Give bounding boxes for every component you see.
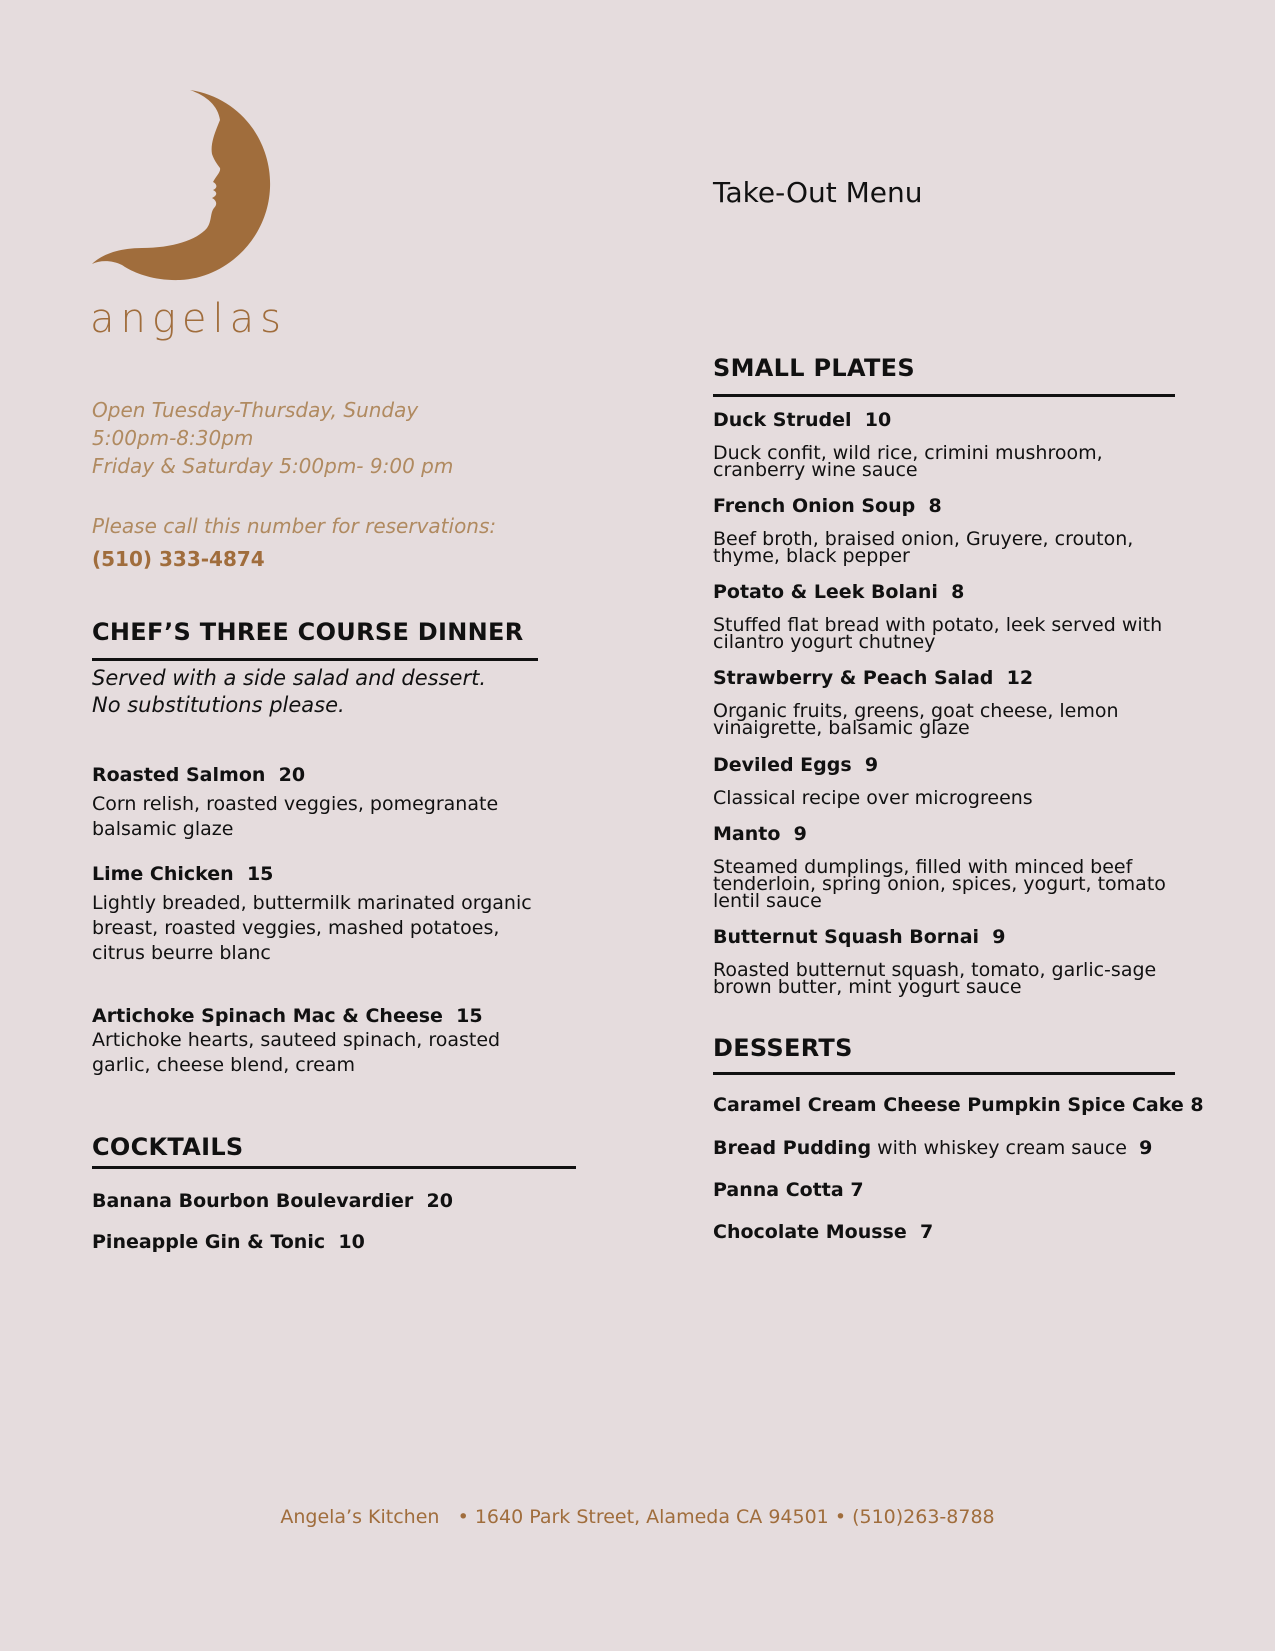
hours-line: Friday & Saturday 5:00pm- 9:00 pm: [92, 454, 454, 478]
item-name: Potato & Leek Bolani: [713, 581, 938, 603]
menu-item: [713, 409, 1213, 479]
item-price: 9: [1139, 1137, 1153, 1159]
item-name: Bread Pudding: [713, 1137, 872, 1159]
item-name: Roasted Salmon: [92, 764, 266, 786]
item-name: Artichoke Spinach Mac & Cheese: [92, 1005, 443, 1027]
section-divider: [713, 394, 1175, 397]
menu-item: [713, 926, 1213, 996]
menu-item: [713, 581, 1213, 651]
menu-item: [92, 1005, 572, 1078]
item-price: 8: [951, 581, 965, 603]
item-description: Corn relish, roasted veggies, pomegranate balsamic glaze: [92, 793, 499, 840]
item-name: Panna Cotta: [713, 1179, 844, 1201]
footer-address: 1640 Park Street, Alameda CA 94501: [474, 1506, 829, 1528]
footer-separator: •: [834, 1506, 847, 1528]
page-title: Take-Out Menu: [713, 176, 923, 209]
item-description: Artichoke hearts, sauteed spinach, roasted garlic, cheese blend, cream: [92, 1029, 501, 1076]
dessert-item: [713, 1221, 933, 1243]
item-price: 9: [864, 754, 879, 776]
item-name: Banana Bourbon Boulevardier: [92, 1190, 414, 1212]
item-price: 15: [456, 1005, 483, 1027]
dessert-item: [713, 1179, 864, 1201]
footer-separator: •: [457, 1506, 469, 1528]
item-price: 8: [1190, 1094, 1204, 1116]
item-description: Stuffed flat bread with potato, leek served with cilantro yogurt chutney: [713, 614, 1163, 653]
item-price: 10: [864, 409, 892, 431]
item-description: Beef broth, braised onion, Gruyere, crouton, thyme, black pepper: [713, 528, 1134, 567]
item-price: 7: [850, 1179, 864, 1201]
section-divider: [92, 1166, 576, 1169]
footer-phone[interactable]: (510)263-8788: [852, 1506, 995, 1528]
cocktail-item: [92, 1231, 365, 1253]
dessert-item: [713, 1094, 1204, 1116]
item-name: Lime Chicken: [92, 863, 234, 885]
chef-dinner-title: CHEF’S THREE COURSE DINNER: [92, 618, 524, 646]
brand-wordmark: angelas: [90, 296, 287, 342]
footer: [0, 1506, 1275, 1528]
small-plates-title: SMALL PLATES: [713, 354, 915, 382]
menu-item: [713, 823, 1213, 910]
opening-hours: [92, 396, 453, 480]
item-price: 8: [928, 495, 942, 517]
item-price: 20: [426, 1190, 453, 1212]
item-name: Pineapple Gin & Tonic: [92, 1231, 326, 1253]
note-line: Served with a side salad and dessert.: [92, 666, 487, 690]
note-line: No substitutions please.: [92, 693, 345, 717]
chef-dinner-note: [92, 665, 486, 719]
item-name: Caramel Cream Cheese Pumpkin Spice Cake: [713, 1094, 1184, 1116]
section-divider: [92, 658, 538, 661]
item-price: 20: [278, 764, 306, 786]
menu-item: [92, 764, 572, 842]
item-description: Duck confit, wild rice, crimini mushroom, cranberry wine sauce: [713, 442, 1103, 481]
section-divider: [713, 1072, 1175, 1075]
menu-item: [713, 495, 1213, 565]
item-name: Butternut Squash Bornai: [713, 926, 980, 948]
item-name: Strawberry & Peach Salad: [713, 667, 994, 689]
item-description: Roasted butternut squash, tomato, garlic-sage brown butter, mint yogurt sauce: [713, 959, 1157, 998]
item-name: French Onion Soup: [713, 495, 916, 517]
item-name: Chocolate Mousse: [713, 1221, 907, 1243]
crescent-moon-face-icon: [92, 88, 282, 288]
cocktail-item: [92, 1190, 453, 1212]
menu-item: [713, 754, 1213, 807]
item-description: Steamed dumplings, filled with minced beef tenderloin, spring onion, spices, yogurt, tomato lentil sauce: [713, 856, 1166, 912]
item-description: Classical recipe over microgreens: [713, 787, 1033, 809]
item-price: 7: [919, 1221, 934, 1243]
menu-item: [92, 863, 572, 966]
item-extra: with whiskey cream sauce: [877, 1137, 1127, 1159]
item-price: 10: [338, 1231, 365, 1253]
reservations-phone[interactable]: (510) 333-4874: [92, 547, 265, 571]
item-description: Lightly breaded, buttermilk marinated organic breast, roasted veggies, mashed potatoes, citrus beurre blanc: [92, 892, 532, 964]
hours-line: Open Tuesday-Thursday, Sunday: [92, 398, 419, 422]
item-name: Manto: [713, 823, 781, 845]
item-price: 9: [793, 823, 807, 845]
item-name: Deviled Eggs: [713, 754, 852, 776]
cocktails-title: COCKTAILS: [92, 1133, 244, 1161]
reservations-label: Please call this number for reservations:: [92, 514, 497, 538]
item-price: 12: [1006, 667, 1034, 689]
menu-item: [713, 667, 1213, 737]
hours-line: 5:00pm-8:30pm: [92, 426, 254, 450]
footer-name: Angela’s Kitchen: [280, 1506, 440, 1528]
item-price: 15: [246, 863, 274, 885]
dessert-item: [713, 1137, 1152, 1159]
desserts-title: DESSERTS: [713, 1034, 853, 1062]
item-description: Organic fruits, greens, goat cheese, lemon vinaigrette, balsamic glaze: [713, 700, 1119, 739]
item-name: Duck Strudel: [713, 409, 852, 431]
item-price: 9: [992, 926, 1006, 948]
